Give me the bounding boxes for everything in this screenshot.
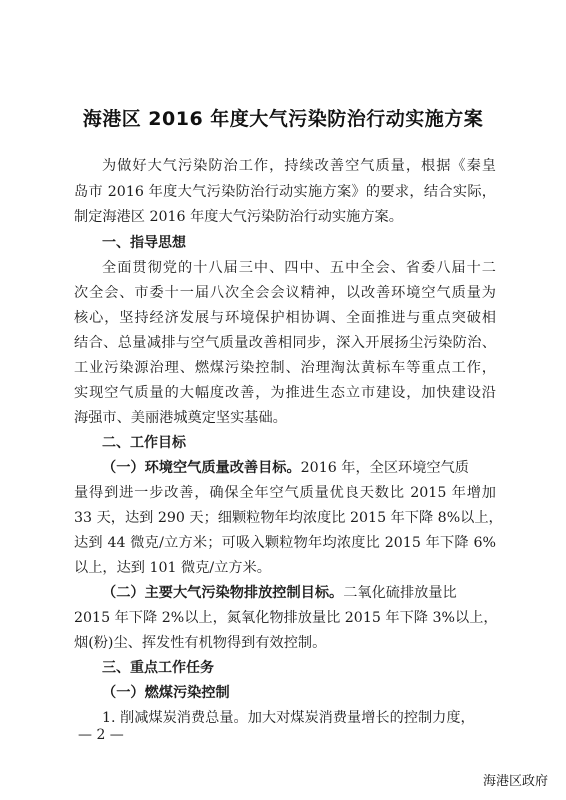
subsection-heading: （一）燃煤污染控制 xyxy=(102,685,230,701)
paragraph-line: 以上，达到 101 微克/立方米。 xyxy=(74,560,271,576)
paragraph-line: 工业污染源治理、燃煤污染控制、治理淘汰黄标车等重点工作， xyxy=(74,360,496,376)
goal2-first-line xyxy=(102,581,496,605)
paragraph-line: 实现空气质量的大幅度改善，为推进生态立市建设，加快建设沿 xyxy=(74,385,496,401)
paragraph-line: 结合、总量减排与空气质量改善相同步，深入开展扬尘污染防治、 xyxy=(74,335,496,351)
goal1-first-line xyxy=(102,456,496,480)
paragraph-line: 核心，坚持经济发展与环境保护相协调、全面推进与重点突破相 xyxy=(74,310,496,326)
goal1-label: （一）环境空气质量改善目标。 xyxy=(102,460,301,476)
intro-line: 岛市 2016 年度大气污染防治行动实施方案》的要求，结合实际， xyxy=(74,184,496,200)
paragraph-line: 烟(粉)尘、挥发性有机物得到有效控制。 xyxy=(74,635,327,651)
section-heading: 二、工作目标 xyxy=(102,435,186,451)
paragraph-line: 2015 年下降 2%以上，氮氧化物排放量比 2015 年下降 3%以上， xyxy=(74,610,498,626)
intro-line: 制定海港区 2016 年度大气污染防治行动实施方案。 xyxy=(74,209,403,225)
document-title: 海港区 2016 年度大气污染防治行动实施方案 xyxy=(82,108,484,130)
goal1-text: 2016 年，全区环境空气质 xyxy=(300,460,469,476)
paragraph-line: 次全会、市委十一届八次全会会议精神，以改善环境空气质量为 xyxy=(74,285,496,301)
goal2-label: （二）主要大气污染物排放控制目标。 xyxy=(102,585,344,601)
paragraph-line: 33 天，达到 290 天；细颗粒物年均浓度比 2015 年下降 8%以上， xyxy=(74,510,503,526)
paragraph-line: 量得到进一步改善，确保全年空气质量优良天数比 2015 年增加 xyxy=(74,485,496,501)
section-heading: 三、重点工作任务 xyxy=(102,660,214,676)
intro-line: 为做好大气污染防治工作，持续改善空气质量，根据《秦皇 xyxy=(102,158,496,174)
source-watermark: 海港区政府 xyxy=(482,774,548,789)
page-number: — 2 — xyxy=(78,727,124,743)
paragraph-line: 1. 削减煤炭消费总量。加大对煤炭消费量增长的控制力度， xyxy=(102,710,475,726)
paragraph-line: 海强市、美丽港城奠定坚实基础。 xyxy=(74,410,287,426)
paragraph-line: 全面贯彻党的十八届三中、四中、五中全会、省委八届十二 xyxy=(102,260,496,276)
goal2-text: 二氧化硫排放量比 xyxy=(343,585,457,601)
paragraph-line: 达到 44 微克/立方米；可吸入颗粒物年均浓度比 2015 年下降 6% xyxy=(74,535,496,551)
section-heading: 一、指导思想 xyxy=(102,235,186,251)
